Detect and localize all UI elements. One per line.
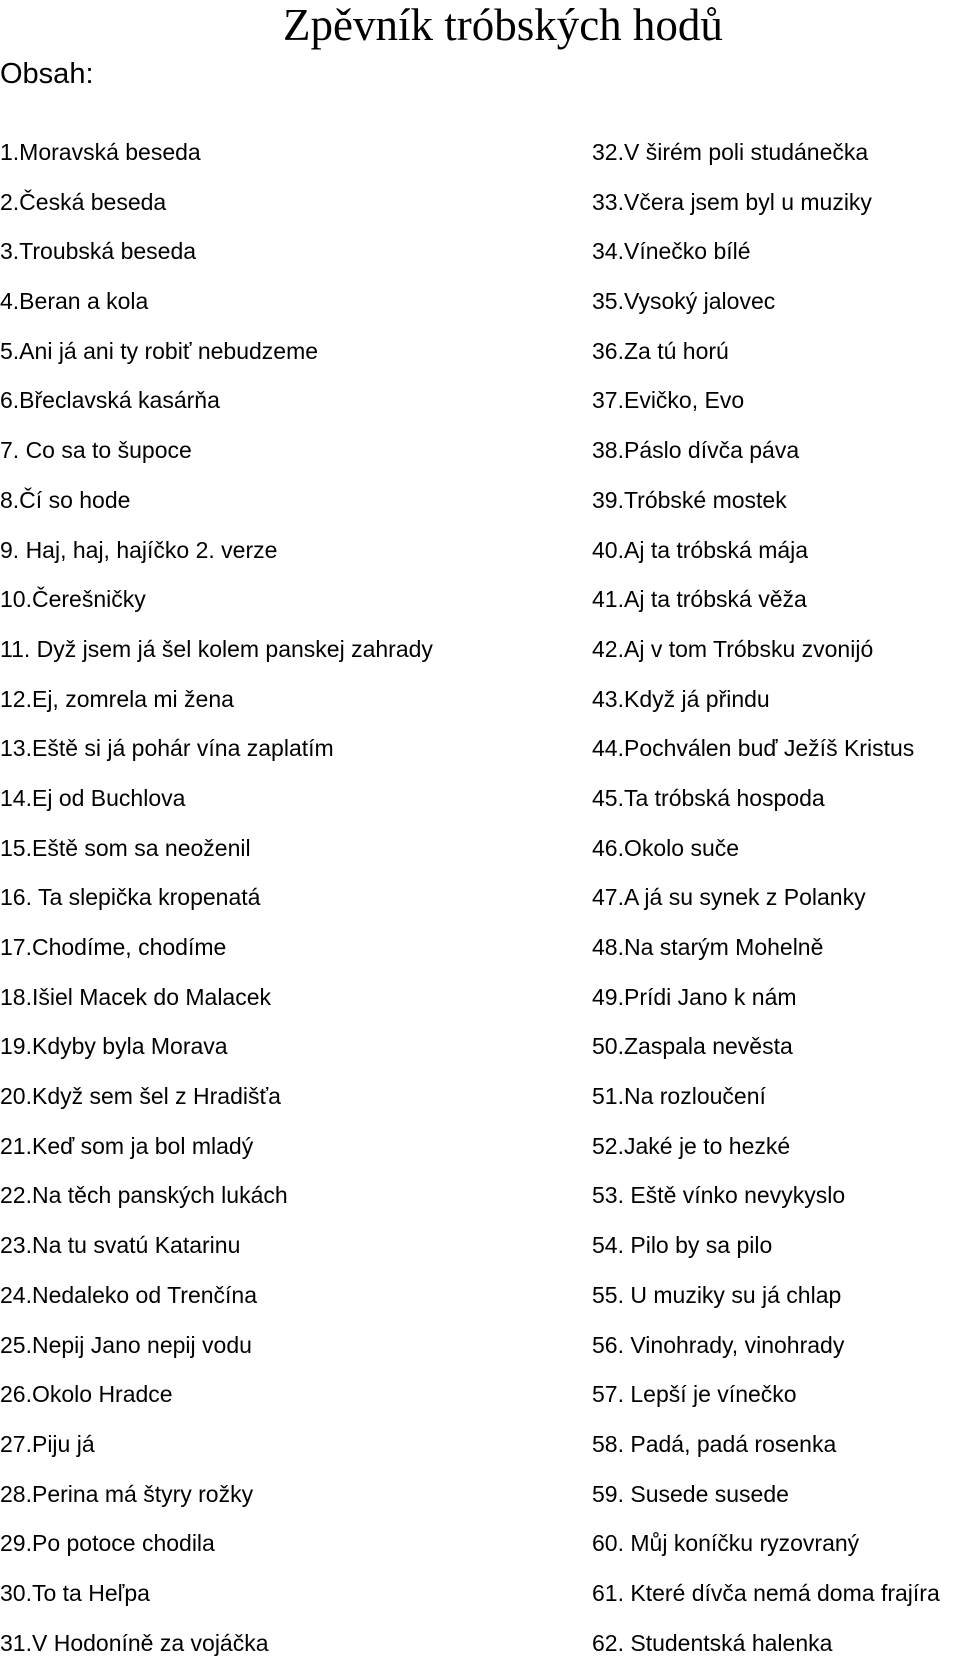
toc-entry: 61. Které dívča nemá doma frajíra (592, 1579, 940, 1606)
toc-entry: 2.Česká beseda (0, 188, 167, 215)
toc-entry: 52.Jaké je to hezké (592, 1132, 791, 1159)
toc-entry: 22.Na těch panských lukách (0, 1182, 288, 1209)
toc-entry: 20.Když sem šel z Hradišťa (0, 1083, 281, 1110)
toc-entry: 26.Okolo Hradce (0, 1381, 173, 1408)
toc-entry: 19.Kdyby byla Morava (0, 1033, 228, 1060)
page-title: Zpěvník tróbských hodů (283, 0, 723, 50)
toc-entry: 38.Páslo dívča páva (592, 437, 800, 464)
toc-entry: 36.Za tú horú (592, 337, 729, 364)
toc-entry: 16. Ta slepička kropenatá (0, 884, 261, 911)
toc-entry: 18.Išiel Macek do Malacek (0, 983, 272, 1010)
toc-entry: 62. Studentská halenka (592, 1629, 833, 1656)
toc-entry: 28.Perina má štyry rožky (0, 1480, 254, 1507)
toc-entry: 34.Vínečko bílé (592, 238, 751, 265)
toc-entry: 9. Haj, haj, hajíčko 2. verze (0, 536, 278, 563)
toc-entry: 57. Lepší je vínečko (592, 1381, 797, 1408)
toc-entry: 35.Vysoký jalovec (592, 288, 776, 315)
toc-entry: 39.Tróbské mostek (592, 486, 787, 513)
toc-entry: 51.Na rozloučení (592, 1083, 766, 1110)
toc-entry: 23.Na tu svatú Katarinu (0, 1232, 241, 1259)
toc-entry: 42.Aj v tom Tróbsku zvonijó (592, 635, 874, 662)
toc-entry: 60. Můj koníčku ryzovraný (592, 1530, 860, 1557)
toc-entry: 47.A já su synek z Polanky (592, 884, 866, 911)
toc-entry: 37.Evičko, Evo (592, 387, 745, 414)
toc-entry: 46.Okolo suče (592, 834, 740, 861)
toc-entry: 40.Aj ta tróbská mája (592, 536, 809, 563)
toc-entry: 12.Ej, zomrela mi žena (0, 685, 234, 712)
toc-entry: 32.V širém poli studánečka (592, 139, 869, 165)
toc-left-column (0, 132, 433, 1672)
toc-entry: 50.Zaspala nevěsta (592, 1033, 793, 1060)
toc-entry: 44.Pochválen buď Ježíš Kristus (592, 735, 915, 762)
toc-entry: 31.V Hodoníně za vojáčka (0, 1629, 269, 1656)
toc-entry: 58. Padá, padá rosenka (592, 1430, 837, 1457)
toc-entry: 29.Po potoce chodila (0, 1530, 215, 1557)
toc-entry: 15.Eště som sa neoženil (0, 834, 251, 861)
toc-entry: 55. U muziky su já chlap (592, 1281, 842, 1308)
toc-entry: 10.Čerešničky (0, 586, 146, 613)
toc-right-column (592, 132, 940, 1672)
toc-entry: 8.Čí so hode (0, 486, 131, 513)
toc-entry: 1.Moravská beseda (0, 139, 201, 165)
toc-heading: Obsah: (0, 58, 94, 90)
toc-entry: 3.Troubská beseda (0, 238, 197, 265)
toc-entry: 13.Eště si já pohár vína zaplatím (0, 735, 334, 762)
toc-entry: 56. Vinohrady, vinohrady (592, 1331, 845, 1358)
toc-entry: 45.Ta tróbská hospoda (592, 784, 825, 811)
toc-entry: 5.Ani já ani ty robiť nebudzeme (0, 337, 319, 364)
toc-entry: 33.Včera jsem byl u muziky (592, 188, 872, 215)
toc-entry: 24.Nedaleko od Trenčína (0, 1281, 258, 1308)
toc-entry: 41.Aj ta tróbská věža (592, 586, 807, 613)
toc-entry: 14.Ej od Buchlova (0, 784, 186, 811)
toc-entry: 54. Pilo by sa pilo (592, 1232, 773, 1259)
toc-entry: 25.Nepij Jano nepij vodu (0, 1331, 252, 1358)
toc-entry: 27.Piju já (0, 1430, 95, 1457)
toc-entry: 59. Susede susede (592, 1480, 789, 1507)
toc-entry: 53. Eště vínko nevykyslo (592, 1182, 846, 1209)
toc-entry: 7. Co sa to šupoce (0, 437, 192, 464)
toc-entry: 21.Keď som ja bol mladý (0, 1132, 254, 1159)
toc-entry: 4.Beran a kola (0, 288, 149, 315)
toc-entry: 17.Chodíme, chodíme (0, 934, 227, 960)
toc-entry: 43.Když já přindu (592, 685, 770, 712)
toc-entry: 11. Dyž jsem já šel kolem panskej zahrady (0, 635, 433, 662)
toc-entry: 48.Na starým Mohelně (592, 934, 824, 960)
toc-entry: 6.Břeclavská kasárňa (0, 387, 220, 414)
toc-entry: 49.Prídi Jano k nám (592, 983, 797, 1010)
toc-entry: 30.To ta Heľpa (0, 1579, 150, 1606)
